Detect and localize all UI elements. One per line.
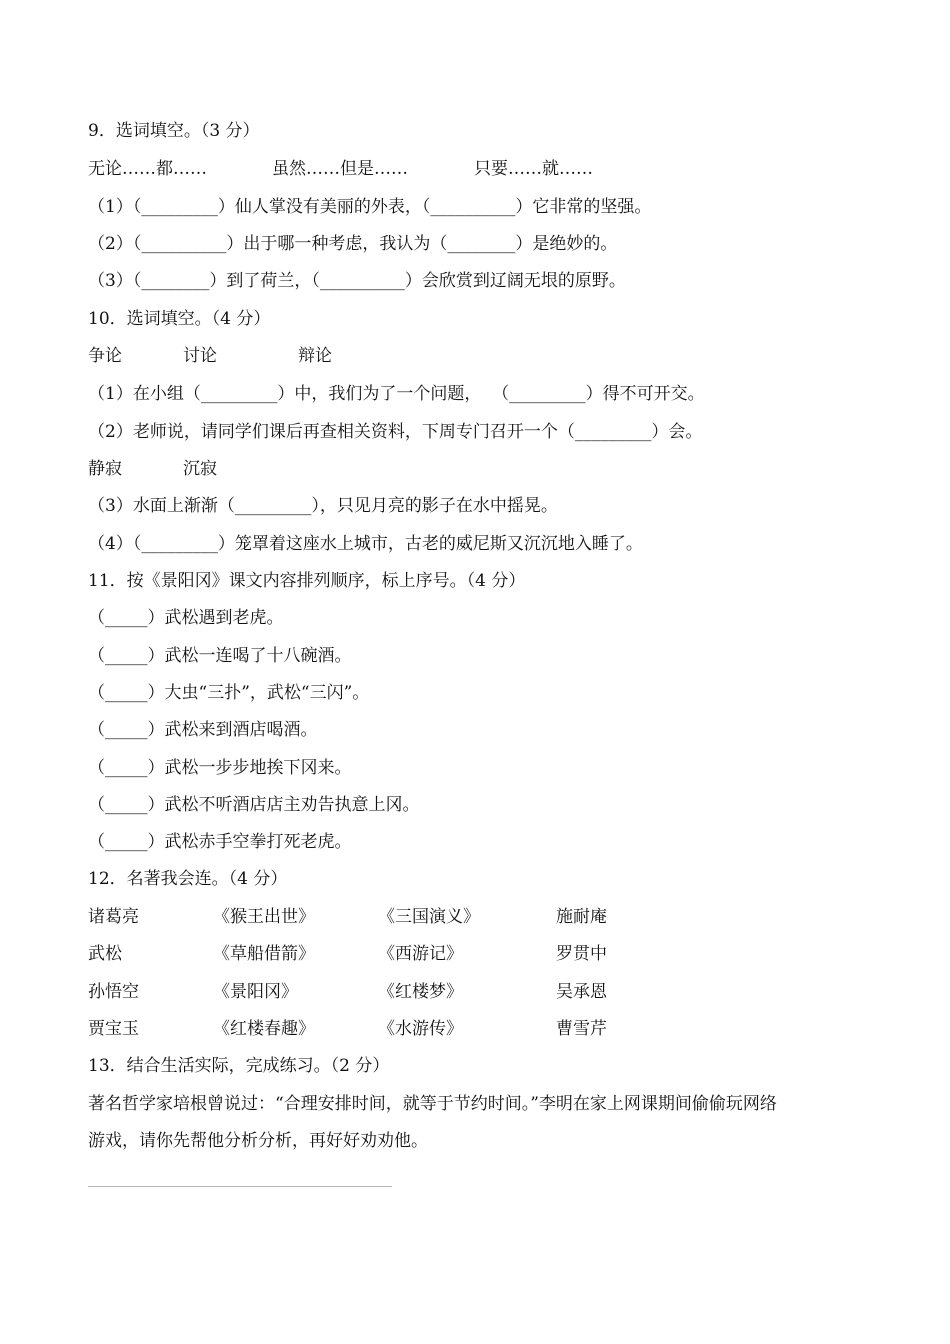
- q12-chapter: 《景阳冈》: [213, 982, 298, 1002]
- q9-item-3: （3）（________）到了荷兰，（__________）会欣赏到辽阔无垠的原野。: [88, 271, 626, 291]
- q11-item-1: （_____）武松遇到老虎。: [88, 608, 284, 628]
- q13-title: 13．结合生活实际，完成练习。（2 分）: [88, 1056, 390, 1076]
- q11-item-4: （_____）武松来到酒店喝酒。: [88, 720, 318, 740]
- q12-character: 贾宝玉: [88, 1019, 139, 1039]
- q12-author: 施耐庵: [556, 907, 607, 927]
- q12-author: 吴承恩: [556, 982, 607, 1002]
- q11-item-2: （_____）武松一连喝了十八碗酒。: [88, 646, 352, 666]
- q10-item-3: （3）水面上渐渐（_________），只见月亮的影子在水中摇晃。: [88, 496, 558, 516]
- q10-option-a2: 讨论: [183, 346, 217, 366]
- q12-title: 12．名著我会连。（4 分）: [88, 869, 288, 889]
- q12-book: 《三国演义》: [378, 907, 480, 927]
- q9-option-1: 无论……都……: [88, 159, 207, 179]
- q12-chapter: 《草船借箭》: [213, 944, 315, 964]
- q12-character: 诸葛亮: [88, 907, 139, 927]
- q10-item-1: （1）在小组（_________）中，我们为了一个问题， （_________）得不可开交。: [88, 384, 705, 404]
- q9-item-1: （1）（_________）仙人掌没有美丽的外表，（__________）它非常的坚强。: [88, 197, 652, 217]
- q12-author: 曹雪芹: [556, 1019, 607, 1039]
- q13-text-line-2: 游戏，请你先帮他分析分析，再好好劝劝他。: [88, 1131, 428, 1151]
- q12-chapter: 《猴王出世》: [213, 907, 315, 927]
- q12-character: 武松: [88, 944, 122, 964]
- q9-option-3: 只要……就……: [474, 159, 593, 179]
- q10-option-a3: 辩论: [298, 346, 332, 366]
- q10-option-b2: 沉寂: [183, 459, 217, 479]
- q9-title: 9．选词填空。（3 分）: [88, 121, 260, 141]
- q12-book: 《红楼梦》: [378, 982, 463, 1002]
- q11-item-6: （_____）武松不听酒店店主劝告执意上冈。: [88, 795, 420, 815]
- q12-chapter: 《红楼春趣》: [213, 1019, 315, 1039]
- q9-item-2: （2）（__________）出于哪一种考虑，我认为（________）是绝妙的。: [88, 234, 618, 254]
- q11-title: 11．按《景阳冈》课文内容排列顺序，标上序号。（4 分）: [88, 571, 526, 591]
- q11-item-7: （_____）武松赤手空拳打死老虎。: [88, 832, 352, 852]
- q11-item-5: （_____）武松一步步地挨下冈来。: [88, 758, 352, 778]
- q12-author: 罗贯中: [556, 944, 607, 964]
- q13-text-line-1: 著名哲学家培根曾说过：“合理安排时间，就等于节约时间。”李明在家上网课期间偷偷玩网络: [88, 1094, 777, 1114]
- q10-option-a1: 争论: [88, 346, 122, 366]
- q12-character: 孙悟空: [88, 982, 139, 1002]
- q10-item-2: （2）老师说，请同学们课后再查相关资料，下周专门召开一个（_________）会。: [88, 422, 703, 442]
- answer-line[interactable]: [88, 1186, 392, 1187]
- q12-book: 《水游传》: [378, 1019, 463, 1039]
- q12-book: 《西游记》: [378, 944, 463, 964]
- q9-option-2: 虽然……但是……: [272, 159, 408, 179]
- q11-item-3: （_____）大虫“三扑”，武松“三闪”。: [88, 683, 370, 703]
- q10-option-b1: 静寂: [88, 459, 122, 479]
- q10-item-4: （4）（_________）笼罩着这座水上城市，古老的威尼斯又沉沉地入睡了。: [88, 534, 643, 554]
- q10-title: 10．选词填空。（4 分）: [88, 309, 271, 329]
